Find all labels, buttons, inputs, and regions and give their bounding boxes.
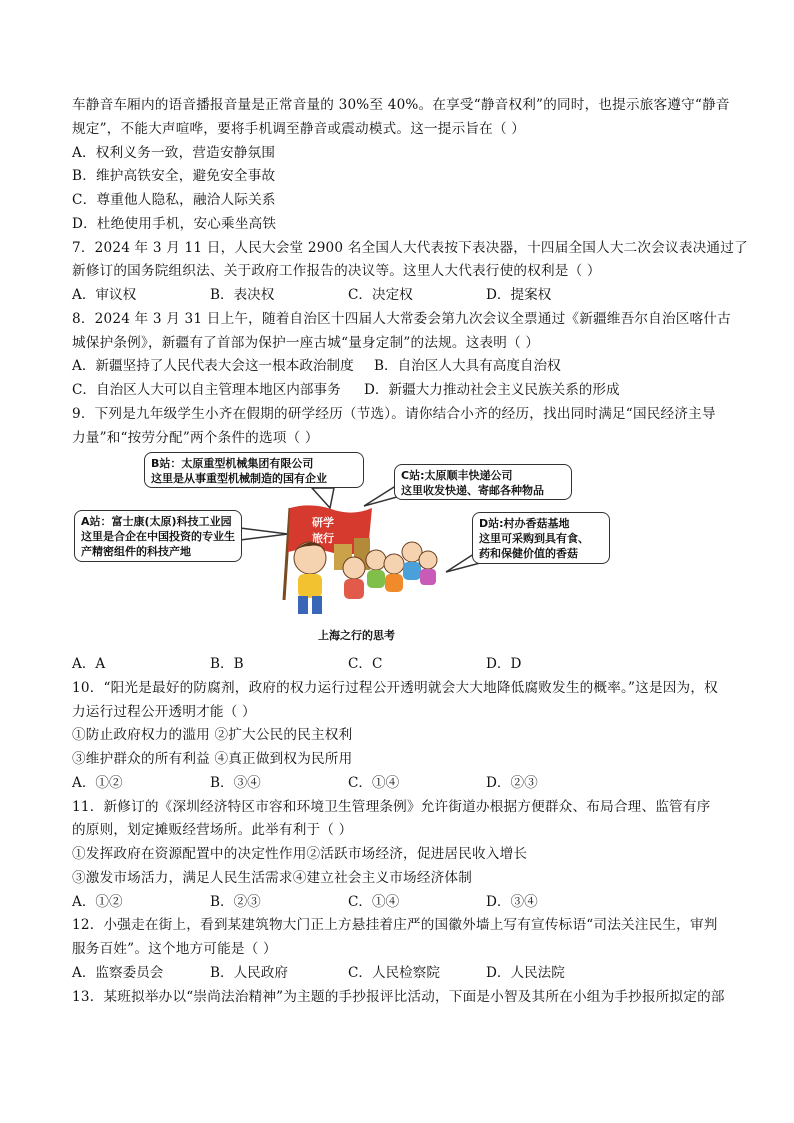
q6-option-b: B．维护高铁安全，避免安全事故 bbox=[72, 168, 276, 184]
figure-caption: 上海之行的思考 bbox=[318, 629, 395, 642]
q8-option-b: B．自治区人大具有高度自治权 bbox=[374, 358, 561, 374]
q9-option-c: C．C bbox=[348, 656, 383, 672]
q12-stem-line2: 服务百姓”。这个地方可能是（ ） bbox=[72, 941, 277, 957]
q10-stem-line2: 力运行过程公开透明才能（ ） bbox=[72, 704, 256, 720]
flag-label-2: 旅行 bbox=[312, 532, 334, 545]
q12-stem-line1: 12．小强走在街上，看到某建筑物大门正上方悬挂着庄严的国徽外墙上写有宣传标语“司法关注民生，审判 bbox=[72, 917, 718, 933]
q11-stem-line2: 的原则，划定摊贩经营场所。此举有利于（ ） bbox=[72, 822, 353, 838]
q9-option-d: D．D bbox=[486, 656, 522, 672]
flag-pole bbox=[284, 508, 290, 600]
station-c-title: C站:太原顺丰快递公司 bbox=[401, 469, 513, 482]
q11-option-c: C．①④ bbox=[348, 894, 400, 910]
q10-option-d: D．②③ bbox=[486, 775, 538, 791]
q9-option-a: A．A bbox=[72, 656, 106, 672]
station-d-desc-2: 药和保健价值的香菇 bbox=[479, 547, 578, 560]
q7-option-c: C．决定权 bbox=[348, 287, 413, 303]
station-c-desc: 这里收发快递、寄邮各种物品 bbox=[401, 484, 544, 497]
station-a-title: A站：富士康(太原)科技工业园 bbox=[81, 515, 232, 528]
q11-option-b: B．②③ bbox=[210, 894, 261, 910]
station-d-title: D站:村办香菇基地 bbox=[479, 517, 570, 530]
q10-option-c: C．①④ bbox=[348, 775, 400, 791]
q9-study-tour-figure bbox=[72, 450, 732, 650]
q12-option-d: D．人民法院 bbox=[486, 965, 565, 981]
q8-option-a: A．新疆坚持了人民代表大会这一根本政治制度 bbox=[72, 358, 354, 374]
station-d-desc-1: 这里可采购到具有食、 bbox=[479, 532, 589, 545]
station-d-callout bbox=[472, 512, 610, 564]
q12-option-b: B．人民政府 bbox=[210, 965, 288, 981]
q10-items-line1: ①防止政府权力的滥用 ②扩大公民的民主权利 bbox=[72, 727, 353, 743]
station-b-desc: 这里是从事重型机械制造的国有企业 bbox=[151, 472, 327, 485]
q8-stem-line2: 城保护条例》，新疆有了首部为保护一座古城“量身定制”的法规。这表明（ ） bbox=[72, 335, 540, 351]
q11-items-line1: ①发挥政府在资源配置中的决定性作用②活跃市场经济，促进居民收入增长 bbox=[72, 846, 528, 862]
q12-option-c: C．人民检察院 bbox=[348, 965, 440, 981]
q11-option-d: D．③④ bbox=[486, 894, 538, 910]
q6-option-a: A．权利义务一致，营造安静氛围 bbox=[72, 145, 276, 161]
q7-option-d: D．提案权 bbox=[486, 287, 552, 303]
station-a-desc-2: 产精密组件的科技产地 bbox=[81, 545, 191, 558]
q10-option-a: A．①② bbox=[72, 775, 123, 791]
q9-option-b: B．B bbox=[210, 656, 244, 672]
flag-label-1: 研学 bbox=[312, 516, 334, 529]
station-c-callout bbox=[394, 464, 572, 500]
callout-b-pointer bbox=[312, 488, 334, 508]
q6-option-d: D．杜绝使用手机，安心乘坐高铁 bbox=[72, 216, 277, 232]
station-b-title: B站：太原重型机械集团有限公司 bbox=[151, 457, 314, 470]
callout-a-pointer bbox=[240, 528, 288, 540]
q11-option-a: A．①② bbox=[72, 894, 123, 910]
q7-option-a: A．审议权 bbox=[72, 287, 137, 303]
q8-option-c: C．自治区人大可以自主管理本地区内部事务 bbox=[72, 382, 341, 398]
q10-stem-line1: 10．“阳光是最好的防腐剂，政府的权力运行过程公开透明就会大大地降低腐败发生的概率。”这是因为，权 bbox=[72, 680, 718, 696]
q6-option-c: C．尊重他人隐私，融洽人际关系 bbox=[72, 192, 276, 208]
q8-stem-line1: 8．2024 年 3 月 31 日上午，随着自治区十四届人大常委会第九次会议全票通过《新疆维吾尔自治区喀什古 bbox=[72, 311, 731, 327]
station-b-callout bbox=[144, 452, 364, 488]
station-a-callout bbox=[74, 510, 242, 562]
q11-stem-line1: 11．新修订的《深圳经济特区市容和环境卫生管理条例》允许街道办根据方便群众、布局合理、监管有序 bbox=[72, 799, 711, 815]
q8-option-d: D．新疆大力推动社会主义民族关系的形成 bbox=[364, 382, 620, 398]
station-a-desc-1: 这里是合企在中国投资的专业生 bbox=[81, 530, 235, 543]
q11-items-line2: ③激发市场活力，满足人民生活需求④建立社会主义市场经济体制 bbox=[72, 870, 473, 886]
q12-option-a: A．监察委员会 bbox=[72, 965, 164, 981]
q10-items-line2: ③维护群众的所有利益 ④真正做到权为民所用 bbox=[72, 751, 353, 767]
q7-stem-line1: 7．2024 年 3 月 11 日，人民大会堂 2900 名全国人大代表按下表决器，十四届全国人大二次会议表决通过了 bbox=[72, 240, 748, 256]
q9-stem-line1: 9．下列是九年级学生小齐在假期的研学经历（节选）。请你结合小齐的经历，找出同时满足“国民经济主导 bbox=[72, 406, 716, 422]
q6-stem-line1: 车静音车厢内的语音播报音量是正常音量的 30%至 40%。在享受“静音权利”的同时，也提示旅客遵守“静音 bbox=[72, 97, 730, 113]
q9-stem-line2: 力量”和“按劳分配”两个条件的选项（ ） bbox=[72, 430, 319, 446]
q10-option-b: B．③④ bbox=[210, 775, 261, 791]
q7-stem-line2: 新修订的国务院组织法、关于政府工作报告的决议等。这里人大代表行使的权利是（ ） bbox=[72, 263, 601, 279]
q13-stem-line1: 13．某班拟举办以“崇尚法治精神”为主题的手抄报评比活动，下面是小智及其所在小组为手抄报所拟定的部 bbox=[72, 989, 725, 1005]
q7-option-b: B．表决权 bbox=[210, 287, 275, 303]
q6-stem-line2: 规定”，不能大声喧哗，要将手机调至静音或震动模式。这一提示旨在（ ） bbox=[72, 121, 526, 137]
